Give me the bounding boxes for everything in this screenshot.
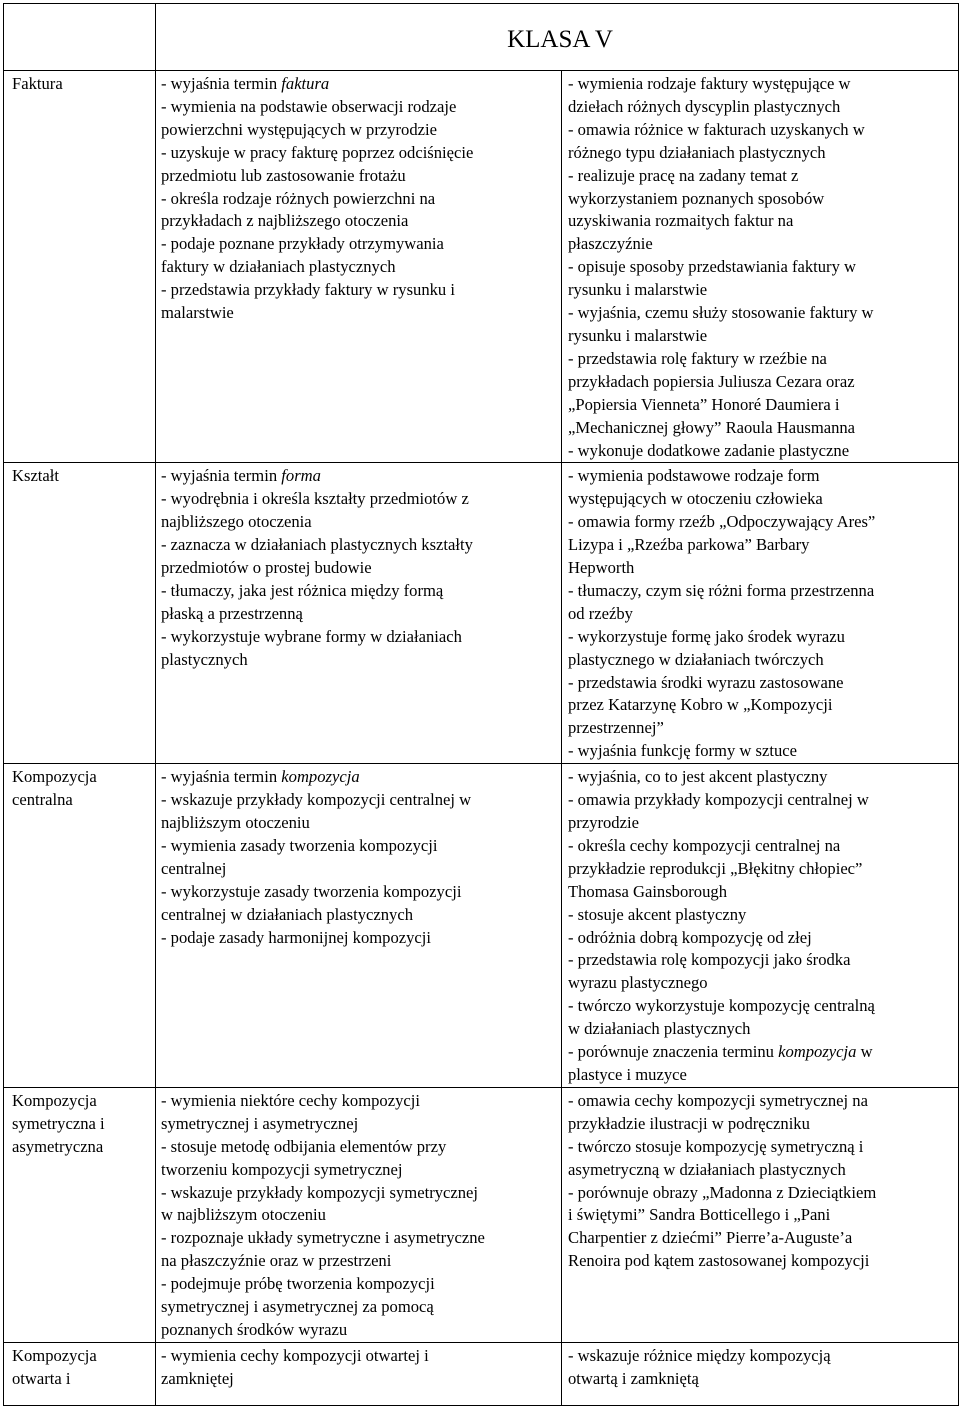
text-line: centralnej bbox=[161, 858, 227, 878]
text-line: wykorzystaniem poznanych sposobów bbox=[568, 188, 825, 208]
text-line: występujących w otoczeniu człowieka bbox=[568, 489, 823, 509]
topic-cell bbox=[4, 463, 156, 764]
text-line: „Mechanicznej głowy” Raoula Hausmanna bbox=[568, 417, 856, 437]
text-line: - wskazuje różnice między kompozycją bbox=[568, 1345, 831, 1365]
text-line: - tłumaczy, jaka jest różnica między formą bbox=[161, 580, 444, 600]
text-line: przykładzie reprodukcji „Błękitny chłopiec” bbox=[568, 858, 863, 878]
topic-cell bbox=[4, 1342, 156, 1405]
text-line: - porównuje obrazy „Madonna z Dzieciątkiem bbox=[568, 1182, 877, 1202]
table-row bbox=[4, 71, 959, 463]
text-line: symetryczna i bbox=[12, 1113, 105, 1133]
text-line: - tłumaczy, czym się różni forma przestrzenna bbox=[568, 580, 875, 600]
text-line: - przedstawia przykłady faktury w rysunku i bbox=[161, 280, 455, 300]
text-line: - przedstawia rolę faktury w rzeźbie na bbox=[568, 348, 827, 368]
text-line: przykładach popiersia Juliusza Cezara oraz bbox=[568, 371, 855, 391]
topic-cell bbox=[4, 71, 156, 463]
text-line: - omawia cechy kompozycji symetrycznej na bbox=[568, 1090, 868, 1110]
text-line: - twórczo stosuje kompozycję symetryczną i bbox=[568, 1136, 864, 1156]
text-line: - wymienia na podstawie obserwacji rodzaje bbox=[161, 96, 457, 116]
text-line: Renoira pod kątem zastosowanej kompozycji bbox=[568, 1251, 870, 1271]
extended-requirements-cell bbox=[562, 71, 959, 463]
curriculum-table bbox=[3, 3, 959, 1406]
header-blank-cell bbox=[4, 4, 156, 71]
text-line: przestrzennej” bbox=[568, 718, 664, 738]
text-line: - przedstawia środki wyrazu zastosowane bbox=[568, 672, 844, 692]
topic-cell bbox=[4, 1087, 156, 1342]
text-line: - uzyskuje w pracy fakturę poprzez odciśnięcie bbox=[161, 142, 474, 162]
table-row bbox=[4, 463, 959, 764]
text-line bbox=[161, 465, 561, 488]
text-line bbox=[161, 766, 561, 789]
text-line: - wyjaśnia, co to jest akcent plastyczny bbox=[568, 767, 828, 787]
italic-term: kompozycja bbox=[281, 767, 360, 787]
text-line: - wykorzystuje wybrane formy w działaniach bbox=[161, 626, 462, 646]
text-line: - wykonuje dodatkowe zadanie plastyczne bbox=[568, 440, 850, 460]
text-line: najbliższego otoczenia bbox=[161, 512, 312, 532]
table-row bbox=[4, 764, 959, 1088]
text-line: - omawia różnice w fakturach uzyskanych w bbox=[568, 119, 865, 139]
text-line: - omawia formy rzeźb „Odpoczywający Ares” bbox=[568, 512, 876, 532]
text-line: przykładzie ilustracji w podręczniku bbox=[568, 1113, 810, 1133]
text-line: najbliższym otoczeniu bbox=[161, 813, 310, 832]
text-fragment: - wyjaśnia termin bbox=[161, 74, 282, 93]
text-line: Kompozycja bbox=[12, 1090, 97, 1110]
topic-cell bbox=[4, 764, 156, 1088]
basic-requirements-cell bbox=[156, 764, 562, 1088]
text-line: - podaje poznane przykłady otrzymywania bbox=[161, 234, 444, 254]
text-line: - wykorzystuje zasady tworzenia kompozycji bbox=[161, 881, 462, 901]
text-line: symetrycznej i asymetrycznej bbox=[161, 1113, 359, 1133]
extended-requirements-cell bbox=[562, 463, 959, 764]
text-line: plastycznego w działaniach twórczych bbox=[568, 649, 824, 669]
text-line: asymetryczna bbox=[12, 1136, 104, 1156]
text-line: na płaszczyźnie oraz w przestrzeni bbox=[161, 1251, 392, 1271]
text-line: - wyjaśnia funkcję formy w sztuce bbox=[568, 741, 798, 761]
basic-requirements-cell bbox=[156, 1342, 562, 1405]
text-line: - wymienia cechy kompozycji otwartej i bbox=[161, 1345, 429, 1365]
text-line: przez Katarzynę Kobro w „Kompozycji bbox=[568, 695, 833, 715]
extended-requirements-cell bbox=[562, 1342, 959, 1405]
text-line: uzyskiwania rozmaitych faktur na bbox=[568, 211, 794, 231]
text-line: malarstwie bbox=[161, 303, 234, 323]
text-fragment: - porównuje znaczenia terminu bbox=[568, 1042, 779, 1062]
text-line: - określa cechy kompozycji centralnej na bbox=[568, 835, 841, 855]
header-row bbox=[4, 4, 959, 71]
text-line: Kompozycja bbox=[12, 1345, 97, 1365]
text-line: otwartą i zamkniętą bbox=[568, 1368, 699, 1388]
text-line: Kształt bbox=[12, 466, 60, 486]
text-line: faktury w działaniach plastycznych bbox=[161, 257, 396, 277]
text-fragment: - wyjaśnia termin bbox=[161, 767, 282, 787]
text-line: - wymienia niektóre cechy kompozycji bbox=[161, 1090, 420, 1110]
basic-requirements-cell bbox=[156, 71, 562, 463]
text-line: - omawia przykłady kompozycji centralnej w bbox=[568, 790, 869, 810]
italic-term: kompozycja bbox=[778, 1042, 857, 1062]
text-line: w najbliższym otoczeniu bbox=[161, 1205, 326, 1225]
table-row bbox=[4, 1342, 959, 1405]
extended-requirements-cell bbox=[562, 764, 959, 1088]
table-row bbox=[4, 1087, 959, 1342]
text-line bbox=[161, 73, 561, 96]
basic-requirements-cell bbox=[156, 1087, 562, 1342]
text-line: - wskazuje przykłady kompozycji centralnej w bbox=[161, 790, 472, 810]
text-line: - wymienia podstawowe rodzaje form bbox=[568, 466, 820, 486]
text-line: - wyodrębnia i określa kształty przedmiotów z bbox=[161, 489, 469, 509]
text-line: Faktura bbox=[12, 74, 63, 93]
text-line: przykładach z najbliższego otoczenia bbox=[161, 211, 409, 231]
text-line: Kompozycja bbox=[12, 767, 97, 787]
text-line: - wymienia zasady tworzenia kompozycji bbox=[161, 835, 438, 855]
text-line bbox=[568, 1041, 958, 1064]
text-line: przyrodzie bbox=[568, 813, 639, 832]
text-fragment: - wyjaśnia termin bbox=[161, 466, 282, 486]
text-line: Charpentier z dziećmi” Pierre’a-Auguste’a bbox=[568, 1228, 853, 1248]
text-line: poznanych środków wyrazu bbox=[161, 1319, 348, 1339]
text-line: - opisuje sposoby przedstawiania faktury w bbox=[568, 257, 857, 277]
text-line: otwarta i bbox=[12, 1368, 71, 1388]
text-line: - podaje zasady harmonijnej kompozycji bbox=[161, 927, 432, 947]
page-title: KLASA V bbox=[156, 4, 959, 71]
text-line: - określa rodzaje różnych powierzchni na bbox=[161, 188, 436, 208]
italic-term: faktura bbox=[281, 74, 330, 93]
text-line: w działaniach plastycznych bbox=[568, 1019, 751, 1039]
text-line: - odróżnia dobrą kompozycję od złej bbox=[568, 927, 812, 947]
text-line: płaską a przestrzenną bbox=[161, 603, 303, 623]
text-line: Thomasa Gainsborough bbox=[568, 881, 727, 901]
text-line: - wykorzystuje formę jako środek wyrazu bbox=[568, 626, 845, 646]
text-line: - wymienia rodzaje faktury występujące w bbox=[568, 74, 851, 93]
text-line: i świętymi” Sandra Botticellego i „Pani bbox=[568, 1205, 831, 1225]
text-line: symetrycznej i asymetrycznej za pomocą bbox=[161, 1297, 434, 1317]
text-line: Hepworth bbox=[568, 558, 635, 578]
extended-requirements-cell bbox=[562, 1087, 959, 1342]
text-line: od rzeźby bbox=[568, 603, 633, 623]
text-line: rysunku i malarstwie bbox=[568, 325, 708, 345]
text-line: Lizypa i „Rzeźba parkowa” Barbary bbox=[568, 535, 810, 555]
text-line: plastyce i muzyce bbox=[568, 1064, 687, 1084]
text-line: dziełach różnych dyscyplin plastycznych bbox=[568, 96, 841, 116]
italic-term: forma bbox=[281, 466, 321, 486]
text-line: powierzchni występujących w przyrodzie bbox=[161, 119, 437, 139]
text-line: rysunku i malarstwie bbox=[568, 280, 708, 300]
text-fragment: w bbox=[856, 1042, 873, 1062]
text-line: - podejmuje próbę tworzenia kompozycji bbox=[161, 1274, 435, 1294]
text-line: - przedstawia rolę kompozycji jako środka bbox=[568, 950, 851, 970]
text-line: - twórczo wykorzystuje kompozycję centralną bbox=[568, 996, 875, 1016]
text-line: centralnej w działaniach plastycznych bbox=[161, 904, 414, 924]
text-line: różnego typu działaniach plastycznych bbox=[568, 142, 826, 162]
text-line: - wskazuje przykłady kompozycji symetrycznej bbox=[161, 1182, 479, 1202]
text-line: - wyjaśnia, czemu służy stosowanie faktury w bbox=[568, 303, 874, 323]
text-line: - stosuje metodę odbijania elementów przy bbox=[161, 1136, 447, 1156]
text-line: - zaznacza w działaniach plastycznych kształty bbox=[161, 535, 473, 555]
text-line: centralna bbox=[12, 790, 73, 810]
text-line: - realizuje pracę na zadany temat z bbox=[568, 165, 799, 185]
text-line: tworzeniu kompozycji symetrycznej bbox=[161, 1159, 403, 1179]
text-line: przedmiotu lub zastosowanie frotażu bbox=[161, 165, 406, 185]
basic-requirements-cell bbox=[156, 463, 562, 764]
text-line: plastycznych bbox=[161, 649, 248, 669]
text-line: przedmiotów o prostej budowie bbox=[161, 558, 372, 578]
text-line: „Popiersia Vienneta” Honoré Daumiera i bbox=[568, 394, 840, 414]
text-line: - stosuje akcent plastyczny bbox=[568, 904, 747, 924]
text-line: płaszczyźnie bbox=[568, 234, 653, 254]
text-line: wyrazu plastycznego bbox=[568, 973, 708, 993]
text-line: zamkniętej bbox=[161, 1368, 234, 1388]
text-line: - rozpoznaje układy symetryczne i asymetryczne bbox=[161, 1228, 485, 1248]
text-line: asymetryczną w działaniach plastycznych bbox=[568, 1159, 846, 1179]
